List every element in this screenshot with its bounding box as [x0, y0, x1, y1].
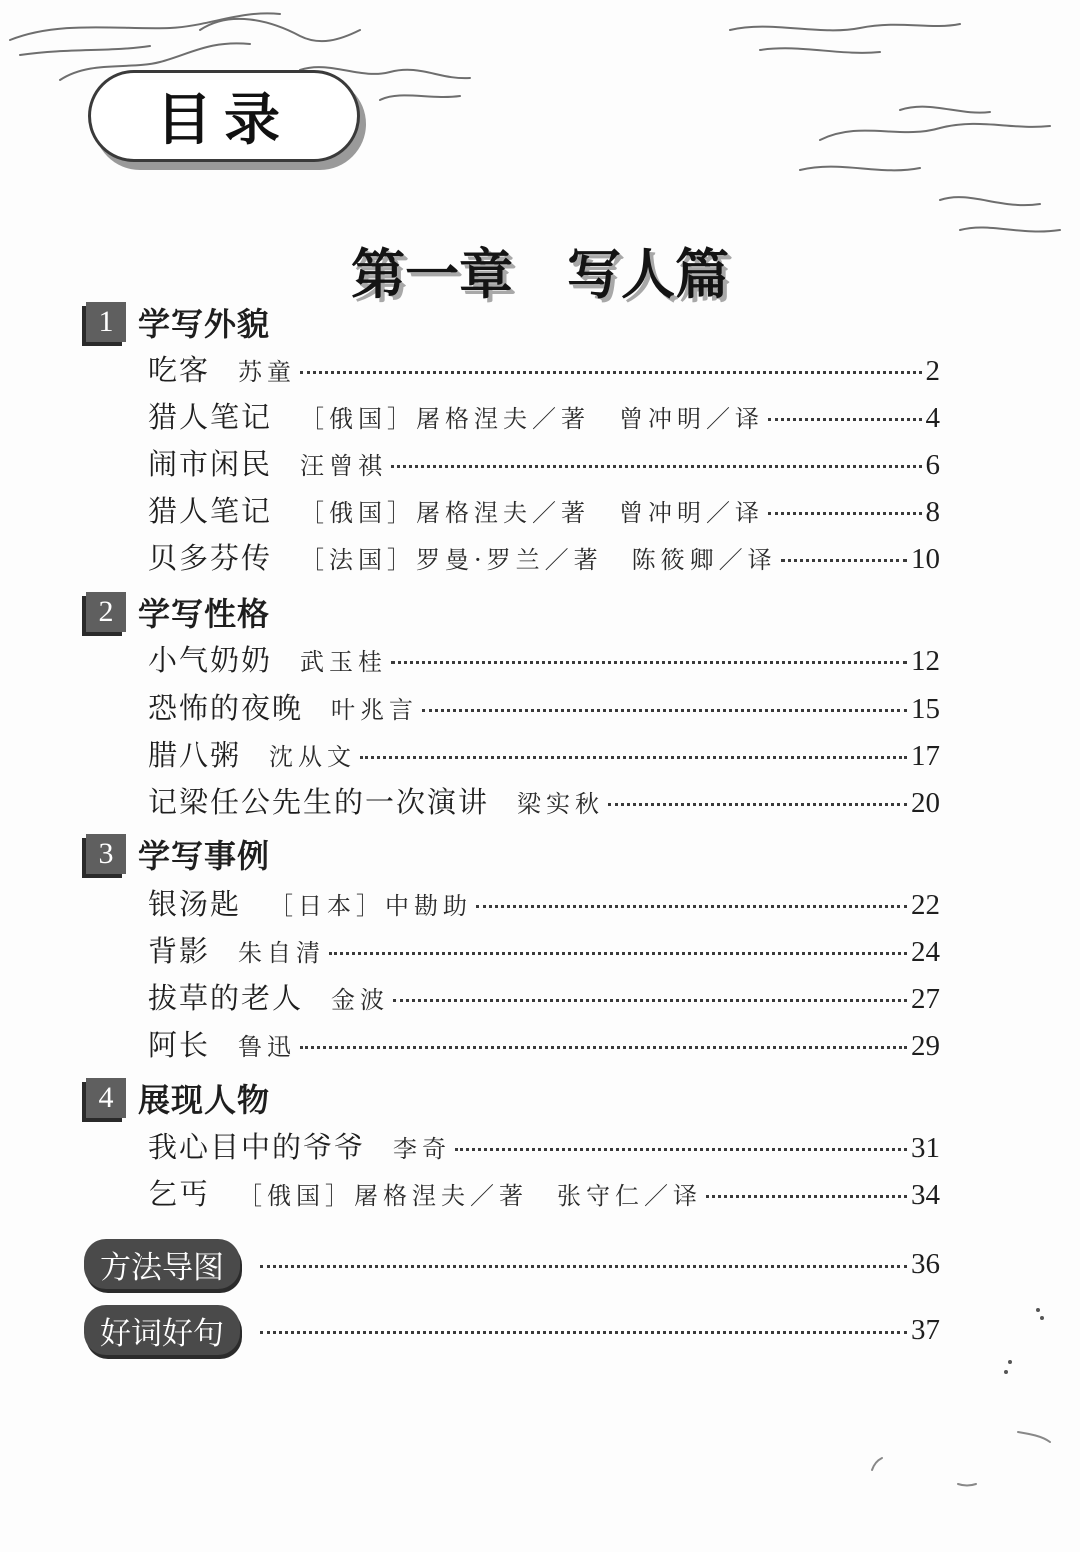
entry-page: 20: [911, 787, 940, 819]
toc-entry[interactable]: [148, 489, 940, 533]
dot-leader: [706, 1195, 907, 1198]
toc-entry[interactable]: [148, 1125, 940, 1169]
toc-extra-entry[interactable]: [84, 1238, 940, 1290]
toc-entry[interactable]: [148, 536, 940, 580]
entry-title: 银汤匙: [148, 887, 242, 921]
entry-page: 27: [911, 983, 940, 1015]
entry-author: 武玉桂: [300, 648, 388, 676]
entry-title: 我心目中的爷爷: [148, 1130, 366, 1164]
entry-page: 22: [911, 889, 940, 921]
section-number: 1: [86, 302, 126, 342]
dot-leader: [393, 999, 907, 1002]
toc-entry[interactable]: [148, 976, 940, 1020]
toc-entry[interactable]: [148, 780, 940, 824]
extra-label: 方法导图: [84, 1239, 240, 1289]
section-header: [86, 832, 270, 876]
entry-title: 阿长: [148, 1028, 211, 1062]
entry-title: 闹市闲民: [148, 447, 273, 481]
entry-title: 猎人笔记: [148, 494, 273, 528]
entry-title: 腊八粥: [148, 738, 242, 772]
entry-author: 鲁迅: [238, 1033, 297, 1061]
section-title: 展现人物: [138, 1081, 271, 1119]
entry-author: 苏童: [238, 358, 297, 386]
dot-leader: [608, 803, 907, 806]
toc-entry[interactable]: [148, 929, 940, 973]
dot-leader: [329, 952, 907, 955]
entry-title: 贝多芬传: [148, 541, 273, 575]
dot-leader: [391, 661, 907, 664]
toc-entry[interactable]: [148, 686, 940, 730]
entry-page: 29: [911, 1030, 940, 1062]
toc-entry[interactable]: [148, 638, 940, 682]
section-number: 2: [86, 592, 126, 632]
section-header: [86, 300, 270, 344]
entry-author: 汪曾祺: [300, 452, 388, 480]
entry-title: 乞丐: [148, 1177, 211, 1211]
dot-leader: [260, 1331, 907, 1334]
entry-author: ［俄国］屠格涅夫／著 曾冲明／译: [300, 405, 765, 433]
toc-entry[interactable]: [148, 348, 940, 392]
entry-author: ［俄国］屠格涅夫／著 曾冲明／译: [300, 499, 765, 527]
entry-title: 恐怖的夜晚: [148, 691, 304, 725]
entry-page: 36: [911, 1247, 940, 1280]
page-title-badge: [88, 70, 360, 162]
entry-author: 梁实秋: [517, 790, 605, 818]
entry-page: 24: [911, 936, 940, 968]
dot-leader: [300, 371, 921, 374]
dot-leader: [260, 1265, 907, 1268]
dot-leader: [360, 756, 907, 759]
section-title: 学写事例: [138, 837, 271, 875]
entry-author: 沈从文: [269, 743, 357, 771]
page-title: 目录: [156, 88, 292, 153]
toc-entry[interactable]: [148, 733, 940, 777]
section-header: [86, 590, 270, 634]
entry-title: 吃客: [148, 353, 211, 387]
entry-author: ［日本］中勘助: [269, 892, 473, 920]
entry-page: 12: [911, 645, 940, 677]
section-number: 4: [86, 1078, 126, 1118]
entry-title: 记梁任公先生的一次演讲: [148, 785, 490, 819]
dot-leader: [781, 559, 907, 562]
entry-page: 10: [911, 543, 940, 575]
entry-page: 37: [911, 1313, 940, 1346]
dot-leader: [768, 512, 921, 515]
entry-author: ［法国］罗曼·罗兰／著 陈筱卿／译: [300, 546, 777, 574]
toc-entry[interactable]: [148, 442, 940, 486]
entry-page: 4: [925, 402, 940, 434]
toc-entry[interactable]: [148, 882, 940, 926]
dot-leader: [300, 1046, 907, 1049]
entry-author: 李奇: [393, 1135, 452, 1163]
entry-page: 34: [911, 1179, 940, 1211]
section-title: 学写性格: [138, 595, 271, 633]
dot-leader: [476, 905, 907, 908]
toc-extra-entry[interactable]: [84, 1304, 940, 1356]
entry-page: 8: [925, 496, 940, 528]
entry-title: 小气奶奶: [148, 643, 273, 677]
entry-page: 15: [911, 693, 940, 725]
section-number: 3: [86, 834, 126, 874]
entry-title: 拔草的老人: [148, 981, 304, 1015]
entry-author: 朱自清: [238, 939, 326, 967]
dot-leader: [391, 465, 921, 468]
chapter-title: 第一章 写人篇: [351, 243, 729, 306]
dot-leader: [422, 709, 907, 712]
entry-author: 叶兆言: [331, 696, 419, 724]
entry-page: 31: [911, 1132, 940, 1164]
toc-entry[interactable]: [148, 395, 940, 439]
toc-entry[interactable]: [148, 1172, 940, 1216]
entry-title: 背影: [148, 934, 211, 968]
section-header: [86, 1076, 270, 1120]
dot-leader: [768, 418, 921, 421]
entry-author: ［俄国］屠格涅夫／著 张守仁／译: [238, 1182, 703, 1210]
extra-label: 好词好句: [84, 1305, 240, 1355]
section-title: 学写外貌: [138, 305, 271, 343]
toc-entry[interactable]: [148, 1023, 940, 1067]
entry-title: 猎人笔记: [148, 400, 273, 434]
entry-page: 6: [925, 449, 940, 481]
dot-leader: [455, 1148, 907, 1151]
entry-page: 2: [925, 355, 940, 387]
entry-author: 金波: [331, 986, 390, 1014]
entry-page: 17: [911, 740, 940, 772]
